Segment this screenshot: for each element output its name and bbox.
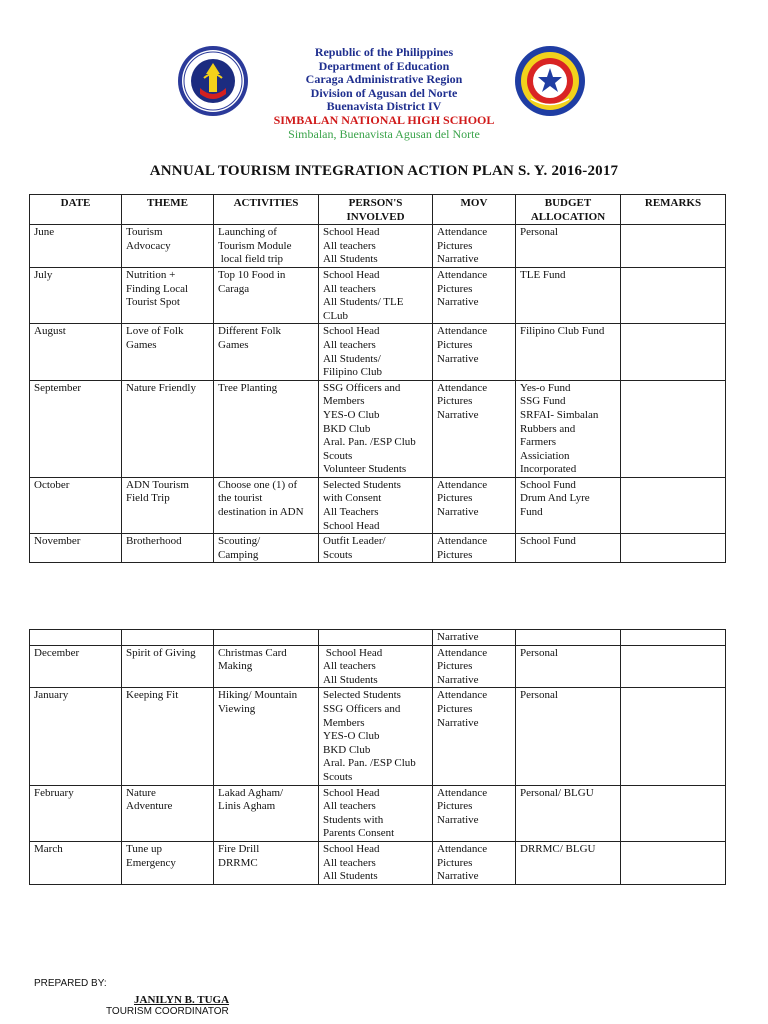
cell-line: Scouting/ (218, 535, 261, 548)
cell-persons (319, 380, 433, 477)
cell-mov (433, 688, 516, 785)
cell-date (30, 225, 122, 268)
cell-line: Members (323, 395, 365, 408)
cell-line: Rubbers and (520, 422, 576, 435)
cell-theme (122, 380, 214, 477)
cell-line: Finding Local (126, 282, 189, 295)
cell-persons (319, 688, 433, 785)
cell-line: Narrative (437, 253, 479, 266)
cell-date (30, 477, 122, 533)
cell-line: School Head (323, 842, 380, 855)
cell-line: Narrative (437, 813, 479, 826)
cell-line: Narrative (437, 673, 479, 686)
cell-line: Making (218, 660, 253, 673)
cell-line: Tourism (126, 226, 163, 239)
cell-line: Personal (520, 226, 558, 239)
cell-line: School Head (323, 268, 380, 281)
cell-line: Attendance (437, 786, 488, 799)
cell-mov (433, 645, 516, 688)
cell-line: School Fund (520, 535, 576, 548)
cell-activities (214, 225, 319, 268)
cell-line: local field trip (218, 253, 284, 266)
table-header-row (30, 195, 726, 225)
cell-line: Narrative (437, 716, 479, 729)
cell-line: All Students/ (323, 352, 381, 365)
cell-line: Selected Students (323, 689, 401, 702)
cell-remarks (621, 324, 726, 380)
cell-line: the tourist (218, 492, 263, 505)
cell-persons (319, 324, 433, 380)
cell-line: November (34, 535, 81, 548)
cell-theme (122, 841, 214, 884)
cell-date (30, 630, 122, 646)
cell-line: Linis Agham (218, 800, 276, 813)
school-name: SIMBALAN NATIONAL HIGH SCHOOL (273, 112, 495, 127)
cell-budget (516, 785, 621, 841)
signer-name: JANILYN B. TUGA (134, 994, 230, 1006)
cell-line: Love of Folk (126, 325, 184, 338)
cell-line: Attendance (437, 646, 488, 659)
cell-line: All Students (323, 253, 378, 266)
cell-line: Attendance (437, 325, 488, 338)
cell-mov (433, 534, 516, 563)
table-body (30, 225, 726, 563)
cell-line: Tourist Spot (126, 296, 180, 309)
cell-remarks (621, 267, 726, 323)
letterhead (0, 46, 768, 141)
table-row (30, 785, 726, 841)
cell-line: Tune up (126, 842, 162, 855)
cell-line: YES-O Club (323, 730, 380, 743)
cell-line: CLub (323, 309, 349, 322)
cell-date (30, 841, 122, 884)
cell-line: Narrative (437, 408, 479, 421)
cell-line: Attendance (437, 842, 488, 855)
cell-line: Pictures (437, 660, 473, 673)
cell-line: All teachers (323, 660, 376, 673)
cell-line: Attendance (437, 226, 488, 239)
cell-persons (319, 785, 433, 841)
cell-line: Pictures (437, 548, 473, 561)
cell-line: Outfit Leader/ (323, 535, 386, 548)
cell-line: October (34, 478, 70, 491)
cell-line: Viewing (218, 702, 256, 715)
cell-line: Personal (520, 689, 558, 702)
cell-line: All teachers (323, 338, 376, 351)
cell-budget (516, 324, 621, 380)
cell-line: Choose one (1) of (218, 478, 298, 491)
col-header-date: DATE (30, 195, 122, 225)
cell-theme (122, 267, 214, 323)
cell-line: Camping (218, 548, 259, 561)
cell-line: Field Trip (126, 492, 170, 505)
cell-line: All teachers (323, 282, 376, 295)
cell-remarks (621, 534, 726, 563)
cell-persons (319, 477, 433, 533)
cell-line: Games (126, 338, 157, 351)
cell-line: Pictures (437, 856, 473, 869)
cell-line: with Consent (323, 492, 382, 505)
table-row (30, 534, 726, 563)
table-row (30, 267, 726, 323)
cell-mov (433, 324, 516, 380)
cell-budget (516, 645, 621, 688)
cell-activities (214, 324, 319, 380)
cell-line: Drum And Lyre (520, 492, 590, 505)
cell-line: Nature Friendly (126, 381, 196, 394)
cell-budget (516, 630, 621, 646)
cell-line: Top 10 Food in (218, 268, 286, 281)
cell-date (30, 380, 122, 477)
cell-line: Pictures (437, 395, 473, 408)
cell-line: Pictures (437, 239, 473, 252)
table-row (30, 380, 726, 477)
cell-remarks (621, 645, 726, 688)
cell-persons (319, 630, 433, 646)
cell-remarks (621, 841, 726, 884)
cell-theme (122, 645, 214, 688)
cell-line: ADN Tourism (126, 478, 189, 491)
cell-line: DRRMC (218, 856, 258, 869)
cell-line: Advocacy (126, 239, 171, 252)
action-plan-table-page2 (29, 629, 726, 885)
cell-line: Incorporated (520, 463, 577, 476)
cell-line: Filipino Club (323, 366, 382, 379)
cell-line: Scouts (323, 449, 353, 462)
cell-activities (214, 841, 319, 884)
table-row (30, 645, 726, 688)
col-header-remarks: REMARKS (621, 195, 726, 225)
cell-line: December (34, 646, 80, 659)
cell-line: Aral. Pan. /ESP Club (323, 436, 416, 449)
cell-line: August (34, 325, 66, 338)
prepared-by-label: PREPARED BY: (34, 978, 107, 989)
cell-theme (122, 477, 214, 533)
cell-theme (122, 630, 214, 646)
cell-line: Personal (520, 646, 558, 659)
cell-line: SSG Officers and (323, 702, 401, 715)
cell-line: Nature (126, 786, 156, 799)
cell-line: Attendance (437, 478, 488, 491)
cell-budget (516, 477, 621, 533)
cell-line: Fire Drill (218, 842, 260, 855)
cell-line: Personal/ BLGU (520, 786, 594, 799)
table-row (30, 841, 726, 884)
cell-line: June (34, 226, 55, 239)
cell-line: Fund (520, 506, 543, 519)
cell-line: Students with (323, 813, 384, 826)
cell-budget (516, 267, 621, 323)
cell-theme (122, 688, 214, 785)
cell-activities (214, 267, 319, 323)
cell-activities (214, 534, 319, 563)
cell-line: Narrative (437, 631, 479, 643)
cell-line: SRFAI- Simbalan (520, 408, 599, 421)
cell-budget (516, 225, 621, 268)
col-header-theme: THEME (122, 195, 214, 225)
cell-budget (516, 841, 621, 884)
letterhead-line-department: Department of Education (318, 58, 450, 73)
cell-line: YES-O Club (323, 408, 380, 421)
cell-persons (319, 645, 433, 688)
cell-line: January (34, 689, 69, 702)
cell-line: Narrative (437, 870, 479, 883)
cell-theme (122, 225, 214, 268)
cell-line: Pictures (437, 282, 473, 295)
cell-theme (122, 785, 214, 841)
cell-persons (319, 534, 433, 563)
cell-activities (214, 630, 319, 646)
cell-mov (433, 380, 516, 477)
cell-line: All teachers (323, 856, 376, 869)
cell-line: Scouts (323, 548, 353, 561)
cell-persons (319, 225, 433, 268)
cell-line: March (34, 842, 63, 855)
cell-budget (516, 534, 621, 563)
cell-mov (433, 225, 516, 268)
letterhead-line-region: Caraga Administrative Region (305, 72, 463, 87)
cell-line: Attendance (437, 268, 488, 281)
cell-line: Yes-o Fund (520, 381, 571, 394)
cell-line: Selected Students (323, 478, 401, 491)
cell-date (30, 785, 122, 841)
cell-line: School Head (323, 646, 383, 659)
cell-line: Caraga (218, 282, 250, 295)
cell-line: Pictures (437, 338, 473, 351)
cell-date (30, 645, 122, 688)
cell-line: School Head (323, 325, 380, 338)
cell-mov (433, 477, 516, 533)
cell-line: Attendance (437, 535, 488, 548)
cell-remarks (621, 477, 726, 533)
school-address: Simbalan, Buenavista Agusan del Norte (288, 126, 480, 141)
cell-line: TLE Fund (520, 268, 566, 281)
cell-line: Different Folk (218, 325, 282, 338)
table-body (30, 630, 726, 885)
cell-line: Narrative (437, 506, 479, 519)
cell-date (30, 534, 122, 563)
cell-line: All teachers (323, 239, 376, 252)
cell-line: Keeping Fit (126, 689, 179, 702)
col-header-persons: PERSON'S INVOLVED (319, 195, 433, 225)
cell-persons (319, 267, 433, 323)
cell-remarks (621, 630, 726, 646)
cell-remarks (621, 225, 726, 268)
signer-role: TOURISM COORDINATOR (106, 1006, 229, 1017)
cell-line: Tree Planting (218, 381, 278, 394)
cell-budget (516, 688, 621, 785)
cell-line: All Students (323, 870, 378, 883)
cell-budget (516, 380, 621, 477)
cell-line: DRRMC/ BLGU (520, 842, 596, 855)
cell-activities (214, 645, 319, 688)
cell-line: Games (218, 338, 249, 351)
col-header-activities: ACTIVITIES (214, 195, 319, 225)
cell-line: All Students/ TLE (323, 296, 404, 309)
cell-line: School Head (323, 519, 380, 532)
cell-line: July (34, 268, 53, 281)
cell-line: Adventure (126, 800, 173, 813)
cell-date (30, 324, 122, 380)
cell-activities (214, 380, 319, 477)
table-row (30, 630, 726, 646)
table-row (30, 688, 726, 785)
cell-line: Members (323, 716, 365, 729)
cell-line: Filipino Club Fund (520, 325, 605, 338)
cell-line: Volunteer Students (323, 463, 407, 476)
col-header-mov: MOV (433, 195, 516, 225)
letterhead-line-division: Division of Agusan del Norte (310, 85, 458, 100)
cell-line: Emergency (126, 856, 176, 869)
letterhead-line-republic: Republic of the Philippines (314, 45, 454, 59)
action-plan-table-page1 (29, 194, 726, 563)
cell-line: Hiking/ Mountain (218, 689, 298, 702)
document-title: ANNUAL TOURISM INTEGRATION ACTION PLAN S. Y. 2016-2017 (149, 163, 619, 179)
cell-line: Christmas Card (218, 646, 287, 659)
cell-theme (122, 324, 214, 380)
cell-line: September (34, 381, 82, 394)
cell-line: Pictures (437, 800, 473, 813)
cell-remarks (621, 785, 726, 841)
cell-line: February (34, 786, 74, 799)
cell-line: Aral. Pan. /ESP Club (323, 757, 416, 770)
cell-activities (214, 785, 319, 841)
letterhead-line-district: Buenavista District IV (326, 99, 442, 114)
cell-line: Narrative (437, 296, 479, 309)
cell-mov (433, 267, 516, 323)
cell-activities (214, 688, 319, 785)
cell-line: destination in ADN (218, 506, 304, 519)
table-row (30, 477, 726, 533)
cell-line: SSG Fund (520, 395, 566, 408)
cell-line: Attendance (437, 689, 488, 702)
cell-line: SSG Officers and (323, 381, 401, 394)
cell-line: Narrative (437, 352, 479, 365)
cell-line: Spirit of Giving (126, 646, 196, 659)
cell-date (30, 688, 122, 785)
cell-activities (214, 477, 319, 533)
cell-persons (319, 841, 433, 884)
cell-date (30, 267, 122, 323)
cell-line: BKD Club (323, 743, 371, 756)
cell-line: All teachers (323, 800, 376, 813)
cell-theme (122, 534, 214, 563)
cell-line: Attendance (437, 381, 488, 394)
cell-line: Lakad Agham/ (218, 786, 284, 799)
cell-remarks (621, 688, 726, 785)
cell-line: Brotherhood (126, 535, 182, 548)
cell-line: Pictures (437, 702, 473, 715)
cell-mov (433, 630, 516, 646)
cell-mov (433, 785, 516, 841)
cell-line: Nutrition + (126, 268, 176, 281)
cell-line: Assiciation (520, 449, 570, 462)
cell-line: School Head (323, 786, 380, 799)
cell-line: Scouts (323, 770, 353, 783)
cell-line: Pictures (437, 492, 473, 505)
cell-line: School Head (323, 226, 380, 239)
cell-line: BKD Club (323, 422, 371, 435)
table-row (30, 324, 726, 380)
cell-remarks (621, 380, 726, 477)
cell-line: Parents Consent (323, 827, 395, 840)
cell-line: Farmers (520, 436, 557, 449)
cell-mov (433, 841, 516, 884)
col-header-budget: BUDGET ALLOCATION (516, 195, 621, 225)
cell-line: All Students (323, 673, 378, 686)
cell-line: School Fund (520, 478, 576, 491)
table-row (30, 225, 726, 268)
cell-line: Tourism Module (218, 239, 292, 252)
cell-line: Launching of (218, 226, 277, 239)
cell-line: All Teachers (323, 506, 379, 519)
